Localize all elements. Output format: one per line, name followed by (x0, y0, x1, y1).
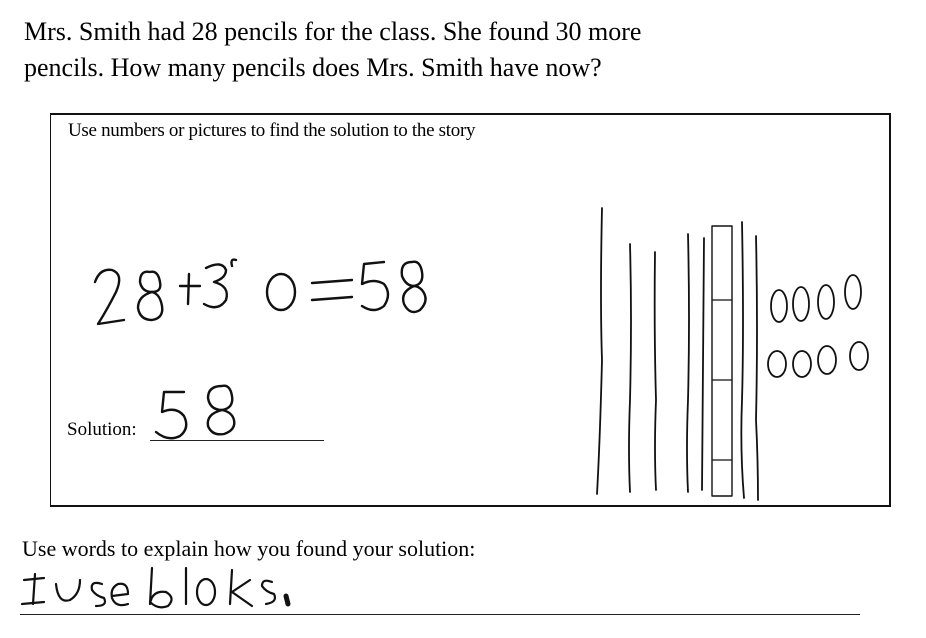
explanation-prompt: Use words to explain how you found your solution: (22, 536, 476, 561)
work-box (50, 113, 891, 507)
handwritten-explanation (22, 568, 288, 607)
handwritten-equation-text (0, 0, 1, 1)
handwritten-solution-text (0, 0, 1, 1)
solution-answer-line (150, 440, 324, 441)
problem-text (24, 14, 884, 86)
explanation-answer-line (20, 614, 860, 615)
handwritten-explanation-text (0, 0, 1, 1)
work-box-instruction: Use numbers or pictures to find the solution to the story (68, 120, 476, 141)
solution-label: Solution: (67, 419, 137, 440)
problem-line-1: Mrs. Smith had 28 pencils for the class. She found 30 more (24, 17, 642, 46)
problem-line-2: pencils. How many pencils does Mrs. Smith have now? (24, 53, 602, 82)
